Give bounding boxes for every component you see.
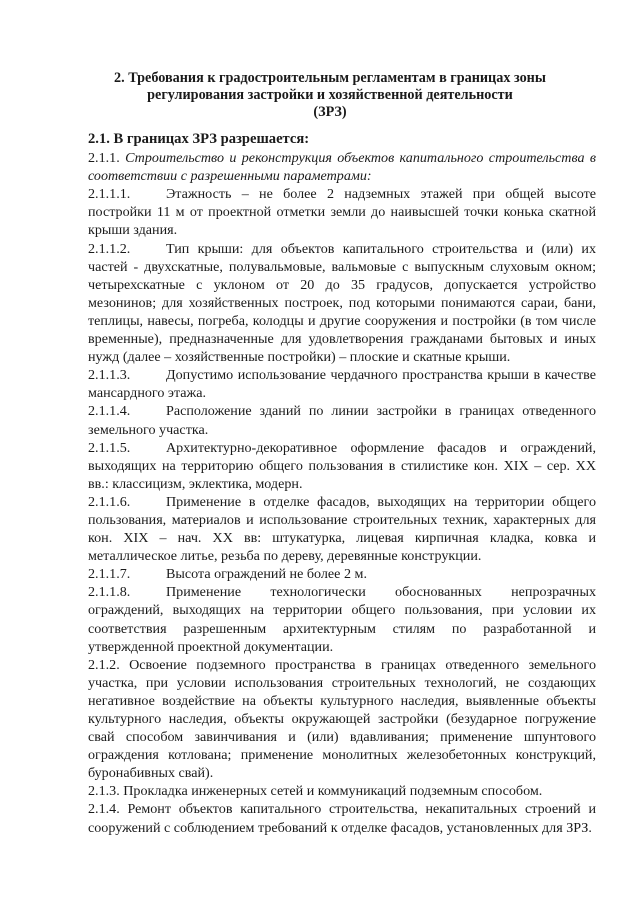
item-2-1-1-6	[88, 493, 596, 565]
subsection-heading: 2.1. В границах ЗРЗ разрешается:	[88, 131, 310, 147]
paragraph-number: 2.1.1.	[88, 150, 120, 167]
item-number: 2.1.1.8.	[88, 584, 131, 601]
item-2-1-1-5	[88, 439, 596, 493]
document-body	[88, 130, 596, 837]
item-2-1-1-3	[88, 366, 596, 402]
paragraph-2-1-3: 2.1.3. Прокладка инженерных сетей и коммуникаций подземным способом.	[88, 783, 543, 800]
item-text: Расположение зданий по линии застройки в границах отведенного земельного участка.	[88, 403, 596, 438]
item-text: Применение технологически обоснованных непрозрачных ограждений, выходящих на территории общего пользования, при условии их соответствия разрешенным архитектурным стилям по разработанной и утвержденной проектной документации.	[88, 584, 596, 655]
item-number: 2.1.1.5.	[88, 439, 131, 456]
item-text: Этажность – не более 2 надземных этажей при общей высоте постройки 11 м от проектной отметки земли до наивысшей точки конька скатной крыши здания.	[88, 186, 596, 239]
section-title-line-2: регулирования застройки и хозяйственной деятельности	[147, 87, 513, 103]
item-number: 2.1.1.2.	[88, 240, 131, 257]
item-number: 2.1.1.6.	[88, 493, 131, 510]
item-number: 2.1.1.1.	[88, 186, 131, 203]
section-title-line-3: (ЗРЗ)	[313, 104, 347, 120]
item-text: Архитектурно-декоративное оформление фасадов и ограждений, выходящих на территорию общего пользования в стилистике кон. XIX – сер. XX вв.: классицизм, эклектика, модерн.	[88, 439, 596, 492]
item-2-1-1-2	[88, 240, 596, 367]
paragraph-text: Строительство и реконструкция объектов капитального строительства в соответствии с разрешенными параметрами:	[88, 150, 596, 185]
item-2-1-1-4	[88, 402, 596, 438]
item-2-1-1-7	[88, 565, 596, 583]
item-text: Тип крыши: для объектов капитального строительства и (или) их частей - двухскатные, полувальмовые, вальмовые с выпускным слуховым окном; четырехскатные с уклоном от 20 до 35 градусов, допускается устройство мезонинов; для хозяйственных построек, под которыми понимаются сараи, бани, теплицы, навесы, погреба, колодцы и другие сооружения и постройки (в том числе временные), предназначенные для удовлетворения гражданами бытовых и иных нужд (далее – хозяйственные постройки) – плоские и скатные крыши.	[88, 240, 596, 366]
paragraph-2-1-2: 2.1.2. Освоение подземного пространства в границах отведенного земельного участка, при условии использования строительных технологий, не создающих негативное воздействие на объекты культурного наследия, выявленные объекты культурного наследия, объекты окружающей застройки (безударное погружение свай способом завинчивания и (или) вдавливания; применение шпунтового ограждения котлована; применение монолитных железобетонных конструкций, буронабивных свай).	[88, 656, 596, 782]
item-2-1-1-1	[88, 185, 596, 239]
item-text: Высота ограждений не более 2 м.	[166, 566, 367, 583]
paragraph-2-1-4: 2.1.4. Ремонт объектов капитального строительства, некапитальных строений и сооружений с соблюдением требований к отделке фасадов, установленных для ЗРЗ.	[88, 801, 596, 836]
item-2-1-1-8	[88, 583, 596, 655]
section-title	[60, 70, 600, 121]
item-text: Применение в отделке фасадов, выходящих на территории общего пользования, материалов и использование строительных техник, характерных для кон. XIX – нач. XX вв: штукатурка, лицевая кирпичная кладка, ковка и металлическое литье, резьба по дереву, деревянные конструкции.	[88, 493, 596, 565]
section-title-line-1: 2. Требования к градостроительным регламентам в границах зоны	[114, 70, 546, 86]
item-number: 2.1.1.3.	[88, 367, 131, 384]
paragraph-2-1-1	[88, 149, 596, 185]
item-number: 2.1.1.4.	[88, 403, 131, 420]
item-text: Допустимо использование чердачного пространства крыши в качестве мансардного этажа.	[88, 367, 596, 402]
item-number: 2.1.1.7.	[88, 566, 131, 583]
